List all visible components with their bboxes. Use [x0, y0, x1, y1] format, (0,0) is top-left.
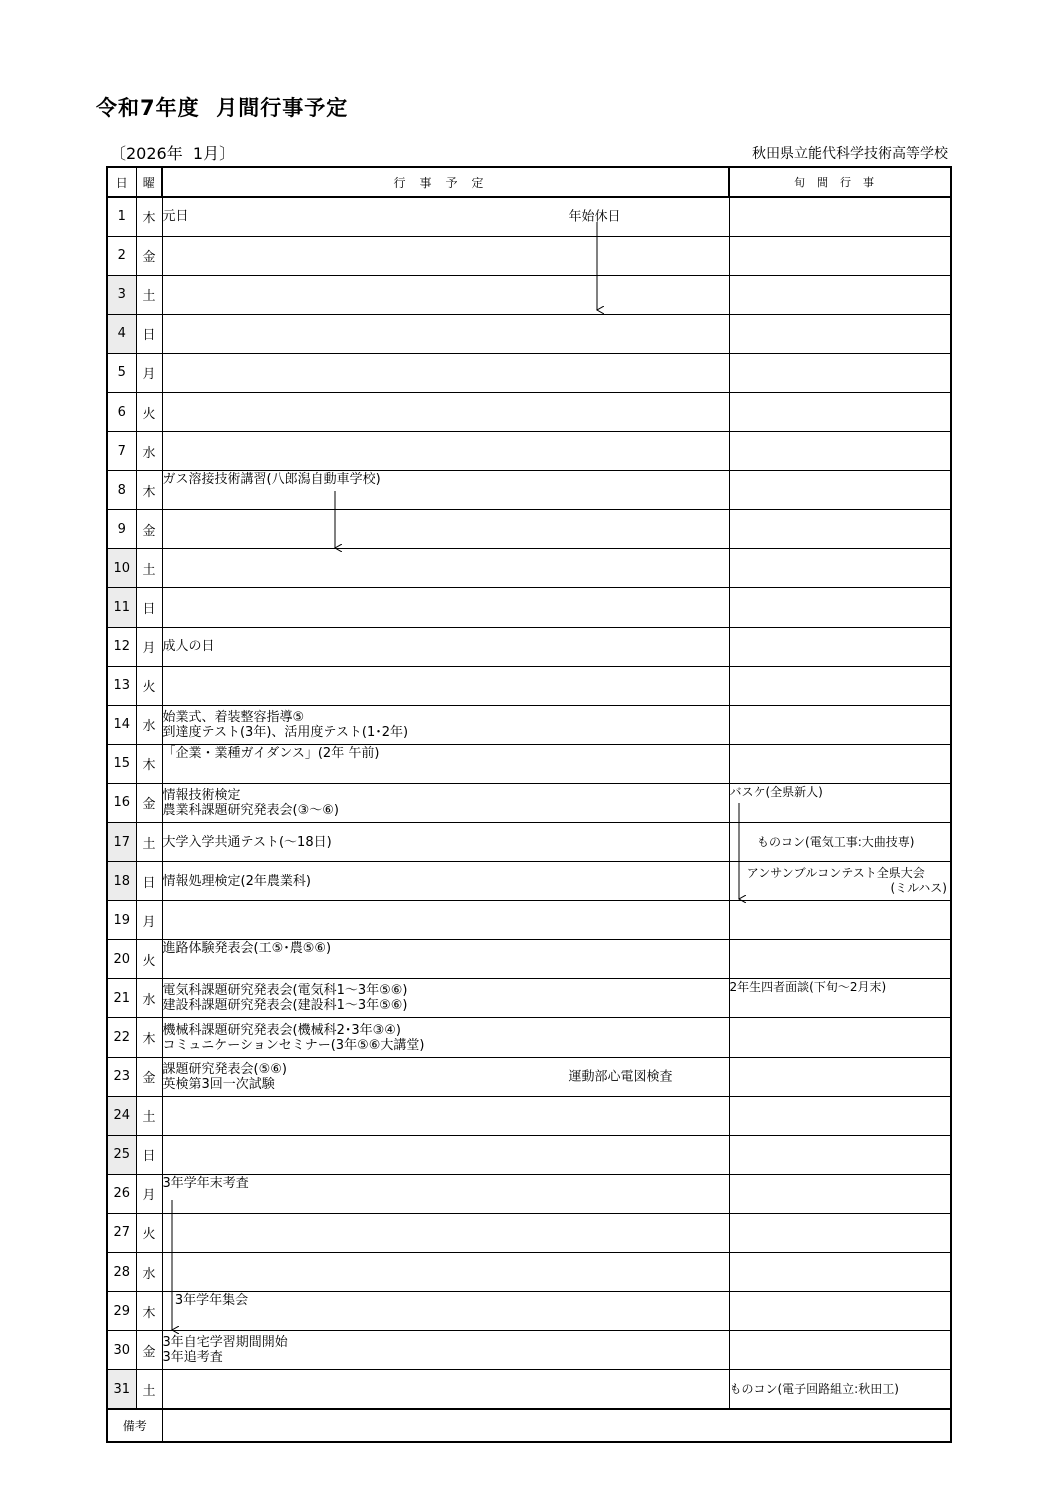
monthly-schedule-table	[106, 166, 952, 1443]
junkan-cell	[729, 1096, 951, 1135]
events-cell	[162, 705, 729, 744]
table-row	[107, 275, 951, 314]
weekday: 日	[136, 862, 162, 901]
day-number: 30	[107, 1331, 136, 1370]
school-name: 秋田県立能代科学技術高等学校	[752, 146, 948, 162]
weekday: 日	[136, 314, 162, 353]
event-text: 情報処理検定(2年農業科)	[162, 873, 311, 889]
table-row	[107, 197, 951, 236]
event-text: 電気科課題研究発表会(電気科1～3年⑤⑥)	[162, 983, 408, 999]
table-row	[107, 901, 951, 940]
junkan-cell	[729, 1057, 951, 1096]
event-text: 建設科課題研究発表会(建設科1～3年⑤⑥)	[162, 998, 408, 1014]
weekday: 木	[136, 471, 162, 510]
day-number: 10	[107, 549, 136, 588]
events-cell	[162, 1213, 729, 1252]
junkan-text: (ミルハス)	[890, 881, 947, 896]
day-number: 29	[107, 1292, 136, 1331]
events-cell	[162, 1057, 729, 1096]
events-cell	[162, 901, 729, 940]
event-text: 元日	[162, 209, 189, 225]
events-cell	[162, 940, 729, 979]
weekday: 日	[136, 1135, 162, 1174]
weekday: 月	[136, 627, 162, 666]
junkan-cell	[729, 705, 951, 744]
junkan-cell	[729, 1331, 951, 1370]
events-cell	[162, 1174, 729, 1213]
event-text: 課題研究発表会(⑤⑥)	[162, 1061, 287, 1077]
weekday: 金	[136, 1057, 162, 1096]
day-number: 16	[107, 783, 136, 822]
day-number: 22	[107, 1018, 136, 1057]
day-number: 14	[107, 705, 136, 744]
day-number: 5	[107, 353, 136, 392]
weekday: 木	[136, 197, 162, 236]
events-cell	[162, 1096, 729, 1135]
junkan-cell	[729, 1135, 951, 1174]
day-number: 12	[107, 627, 136, 666]
weekday: 土	[136, 275, 162, 314]
day-number: 3	[107, 275, 136, 314]
events-cell	[162, 1253, 729, 1292]
events-cell	[162, 236, 729, 275]
weekday: 土	[136, 549, 162, 588]
junkan-cell	[729, 471, 951, 510]
event-text: 始業式、着装整容指導⑤	[162, 709, 305, 725]
table-body	[107, 197, 951, 1409]
junkan-cell	[729, 353, 951, 392]
event-text: 情報技術検定	[162, 787, 241, 803]
junkan-cell	[729, 1174, 951, 1213]
day-number: 18	[107, 862, 136, 901]
weekday: 水	[136, 432, 162, 471]
header-weekday: 曜	[136, 167, 162, 197]
weekday: 火	[136, 1213, 162, 1252]
day-number: 23	[107, 1057, 136, 1096]
table-row	[107, 1253, 951, 1292]
weekday: 日	[136, 588, 162, 627]
day-number: 20	[107, 940, 136, 979]
day-number: 28	[107, 1253, 136, 1292]
events-cell	[162, 744, 729, 783]
junkan-cell	[729, 392, 951, 431]
junkan-text: ものコン(電子回路組立:秋田工)	[729, 1381, 899, 1396]
table-header-row	[107, 167, 951, 197]
events-cell	[162, 432, 729, 471]
remarks-label: 備考	[107, 1409, 162, 1442]
junkan-cell	[729, 979, 951, 1018]
junkan-cell	[729, 197, 951, 236]
table-row	[107, 588, 951, 627]
events-cell	[162, 862, 729, 901]
day-number: 9	[107, 510, 136, 549]
remarks-row	[107, 1409, 951, 1442]
weekday: 火	[136, 392, 162, 431]
junkan-cell	[729, 1018, 951, 1057]
event-note: 年始休日	[568, 209, 621, 225]
day-number: 19	[107, 901, 136, 940]
day-number: 13	[107, 666, 136, 705]
table-row	[107, 1057, 951, 1096]
weekday: 木	[136, 744, 162, 783]
junkan-cell	[729, 1253, 951, 1292]
remarks-cell	[162, 1409, 951, 1442]
month-heading: 〔2026年 1月〕	[110, 144, 236, 163]
day-number: 24	[107, 1096, 136, 1135]
events-cell	[162, 588, 729, 627]
day-number: 15	[107, 744, 136, 783]
weekday: 金	[136, 1331, 162, 1370]
events-cell	[162, 1135, 729, 1174]
weekday: 木	[136, 1018, 162, 1057]
table-row	[107, 314, 951, 353]
weekday: 水	[136, 705, 162, 744]
table-row	[107, 1292, 951, 1331]
header-day: 日	[107, 167, 136, 197]
junkan-cell	[729, 1213, 951, 1252]
weekday: 月	[136, 1174, 162, 1213]
junkan-cell	[729, 1292, 951, 1331]
table-row	[107, 549, 951, 588]
day-number: 6	[107, 392, 136, 431]
table-row	[107, 392, 951, 431]
junkan-cell	[729, 236, 951, 275]
event-text: 3年学年集会	[162, 1293, 249, 1309]
day-number: 2	[107, 236, 136, 275]
day-number: 31	[107, 1370, 136, 1409]
events-cell	[162, 471, 729, 510]
event-text: 英検第3回一次試験	[162, 1076, 275, 1092]
junkan-text: バスケ(全県新人)	[729, 784, 823, 799]
weekday: 土	[136, 1370, 162, 1409]
events-cell	[162, 353, 729, 392]
junkan-cell	[729, 862, 951, 901]
events-cell	[162, 666, 729, 705]
junkan-cell	[729, 588, 951, 627]
table-row	[107, 510, 951, 549]
header-events: 行事予定	[162, 167, 729, 197]
table-row	[107, 627, 951, 666]
junkan-cell	[729, 940, 951, 979]
day-number: 1	[107, 197, 136, 236]
day-number: 26	[107, 1174, 136, 1213]
table-row	[107, 1370, 951, 1409]
weekday: 水	[136, 979, 162, 1018]
table-row	[107, 1213, 951, 1252]
junkan-cell	[729, 627, 951, 666]
day-number: 11	[107, 588, 136, 627]
table-row	[107, 1096, 951, 1135]
table-row	[107, 471, 951, 510]
events-cell	[162, 783, 729, 822]
table-row	[107, 705, 951, 744]
weekday: 土	[136, 823, 162, 862]
junkan-cell	[729, 275, 951, 314]
day-number: 17	[107, 823, 136, 862]
junkan-cell	[729, 1370, 951, 1409]
table-row	[107, 823, 951, 862]
weekday: 木	[136, 1292, 162, 1331]
events-cell	[162, 1292, 729, 1331]
weekday: 金	[136, 510, 162, 549]
junkan-text: ものコン(電気工事:大曲技専)	[757, 834, 915, 849]
junkan-cell	[729, 432, 951, 471]
weekday: 金	[136, 236, 162, 275]
table-row	[107, 1135, 951, 1174]
events-cell	[162, 392, 729, 431]
events-cell	[162, 1331, 729, 1370]
events-cell	[162, 1018, 729, 1057]
weekday: 土	[136, 1096, 162, 1135]
event-text: 大学入学共通テスト(～18日)	[162, 834, 332, 850]
event-text: 成人の日	[162, 639, 215, 655]
table-row	[107, 432, 951, 471]
day-number: 7	[107, 432, 136, 471]
day-number: 4	[107, 314, 136, 353]
events-cell	[162, 549, 729, 588]
events-cell	[162, 314, 729, 353]
weekday: 金	[136, 783, 162, 822]
table-row	[107, 353, 951, 392]
event-text: 3年学年末考査	[162, 1175, 249, 1191]
junkan-cell	[729, 823, 951, 862]
junkan-cell	[729, 744, 951, 783]
table-row	[107, 862, 951, 901]
junkan-cell	[729, 783, 951, 822]
table-row	[107, 744, 951, 783]
event-text: 「企業・業種ガイダンス」(2年 午前)	[162, 745, 380, 761]
events-cell	[162, 979, 729, 1018]
page-title: 令和7年度 月間行事予定	[96, 96, 349, 120]
weekday: 火	[136, 666, 162, 705]
table-row	[107, 940, 951, 979]
table-row	[107, 783, 951, 822]
table-row	[107, 1331, 951, 1370]
junkan-cell	[729, 666, 951, 705]
day-number: 8	[107, 471, 136, 510]
weekday: 火	[136, 940, 162, 979]
event-text: 農業科課題研究発表会(③～⑥)	[162, 802, 339, 818]
table-row	[107, 979, 951, 1018]
junkan-cell	[729, 901, 951, 940]
events-cell	[162, 510, 729, 549]
event-note: 運動部心電図検査	[568, 1069, 673, 1085]
junkan-cell	[729, 314, 951, 353]
events-cell	[162, 627, 729, 666]
event-text: 3年自宅学習期間開始	[162, 1335, 288, 1351]
weekday: 月	[136, 901, 162, 940]
events-cell	[162, 197, 729, 236]
day-number: 27	[107, 1213, 136, 1252]
day-number: 25	[107, 1135, 136, 1174]
table-row	[107, 236, 951, 275]
day-number: 21	[107, 979, 136, 1018]
events-cell	[162, 1370, 729, 1409]
event-text: 機械科課題研究発表会(機械科2･3年③④)	[162, 1022, 401, 1038]
weekday: 月	[136, 353, 162, 392]
junkan-text: アンサンブルコンテスト全県大会	[746, 866, 925, 881]
weekday: 水	[136, 1253, 162, 1292]
events-cell	[162, 823, 729, 862]
event-text: ガス溶接技術講習(八郎潟自動車学校)	[162, 472, 381, 488]
table-row	[107, 666, 951, 705]
junkan-cell	[729, 549, 951, 588]
events-cell	[162, 275, 729, 314]
event-text: 3年追考査	[162, 1350, 223, 1366]
table-row	[107, 1174, 951, 1213]
event-text: コミュニケーションセミナー(3年⑤⑥大講堂)	[162, 1037, 425, 1053]
table-row	[107, 1018, 951, 1057]
event-text: 進路体験発表会(工⑤･農⑤⑥)	[162, 941, 332, 957]
header-junkan: 旬間行事	[729, 167, 951, 197]
junkan-text: 2年生四者面談(下旬～2月末)	[729, 980, 887, 995]
event-text: 到達度テスト(3年)、活用度テスト(1･2年)	[162, 724, 409, 740]
junkan-cell	[729, 510, 951, 549]
